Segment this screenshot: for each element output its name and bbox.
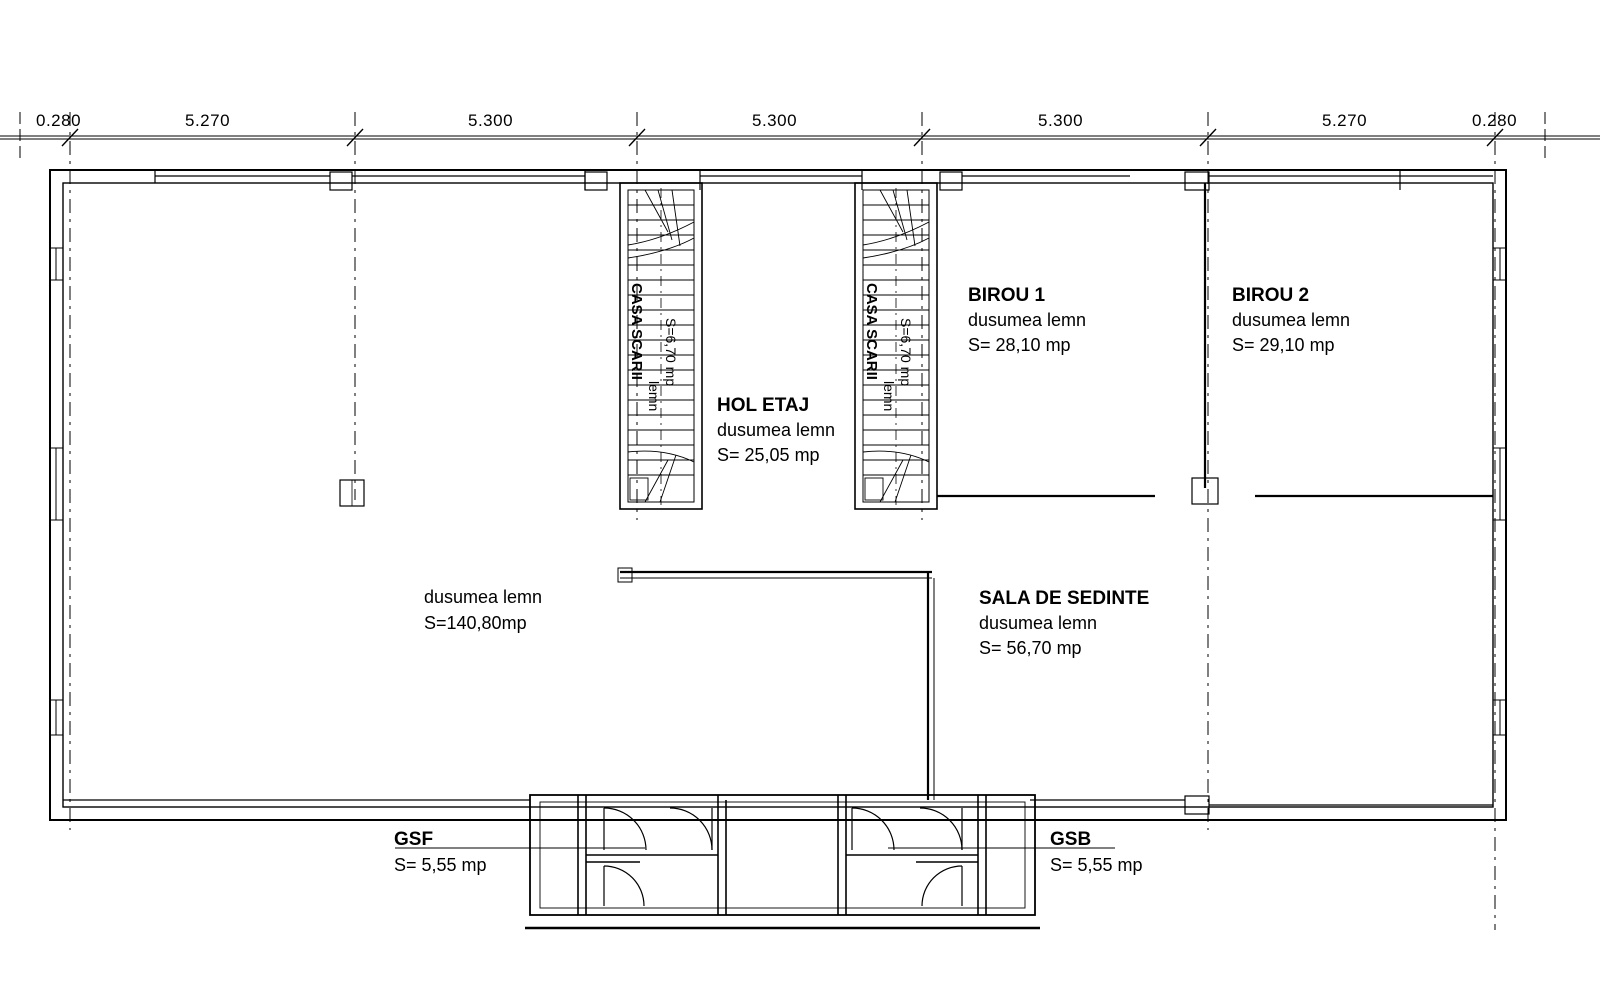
stair-right-area: S=6,70 mp bbox=[898, 318, 914, 387]
stair-right-finish: lemn bbox=[881, 381, 897, 412]
room-sala-de-sedinte-area: S= 56,70 mp bbox=[979, 638, 1082, 658]
dimension-label-7: 0.280 bbox=[1472, 111, 1518, 130]
room-hol-etaj-finish: dusumea lemn bbox=[717, 420, 836, 440]
dimension-label-2: 5.270 bbox=[185, 111, 231, 130]
room-hol-etaj-area: S= 25,05 mp bbox=[717, 445, 820, 465]
room-birou-2-area: S= 29,10 mp bbox=[1232, 335, 1335, 355]
room-birou-1-title: BIROU 1 bbox=[968, 285, 1046, 306]
room-gsb-area: S= 5,55 mp bbox=[1050, 855, 1143, 875]
dimension-label-3: 5.300 bbox=[468, 111, 514, 130]
room-sala-de-sedinte-title: SALA DE SEDINTE bbox=[979, 588, 1150, 609]
room-hol-etaj-title: HOL ETAJ bbox=[717, 395, 810, 416]
room-open-space-area: S=140,80mp bbox=[424, 613, 527, 633]
dimension-label-6: 5.270 bbox=[1322, 111, 1368, 130]
stair-right-title: CASA SCARII bbox=[863, 283, 880, 380]
dimension-label-1: 0.280 bbox=[36, 111, 82, 130]
dimension-label-5: 5.300 bbox=[1038, 111, 1084, 130]
room-open-space-finish: dusumea lemn bbox=[424, 587, 543, 607]
room-birou-2-title: BIROU 2 bbox=[1232, 285, 1310, 306]
room-birou-1-finish: dusumea lemn bbox=[968, 310, 1087, 330]
room-gsb-title: GSB bbox=[1050, 829, 1092, 850]
room-sala-de-sedinte-finish: dusumea lemn bbox=[979, 613, 1098, 633]
room-gsf-area: S= 5,55 mp bbox=[394, 855, 487, 875]
stair-left-title: CASA SCARII bbox=[628, 283, 645, 380]
stair-left-area: S=6,70 mp bbox=[663, 318, 679, 387]
room-gsf-title: GSF bbox=[394, 829, 434, 850]
room-birou-1-area: S= 28,10 mp bbox=[968, 335, 1071, 355]
dimension-label-4: 5.300 bbox=[752, 111, 798, 130]
room-birou-2-finish: dusumea lemn bbox=[1232, 310, 1351, 330]
stair-left-finish: lemn bbox=[646, 381, 662, 412]
